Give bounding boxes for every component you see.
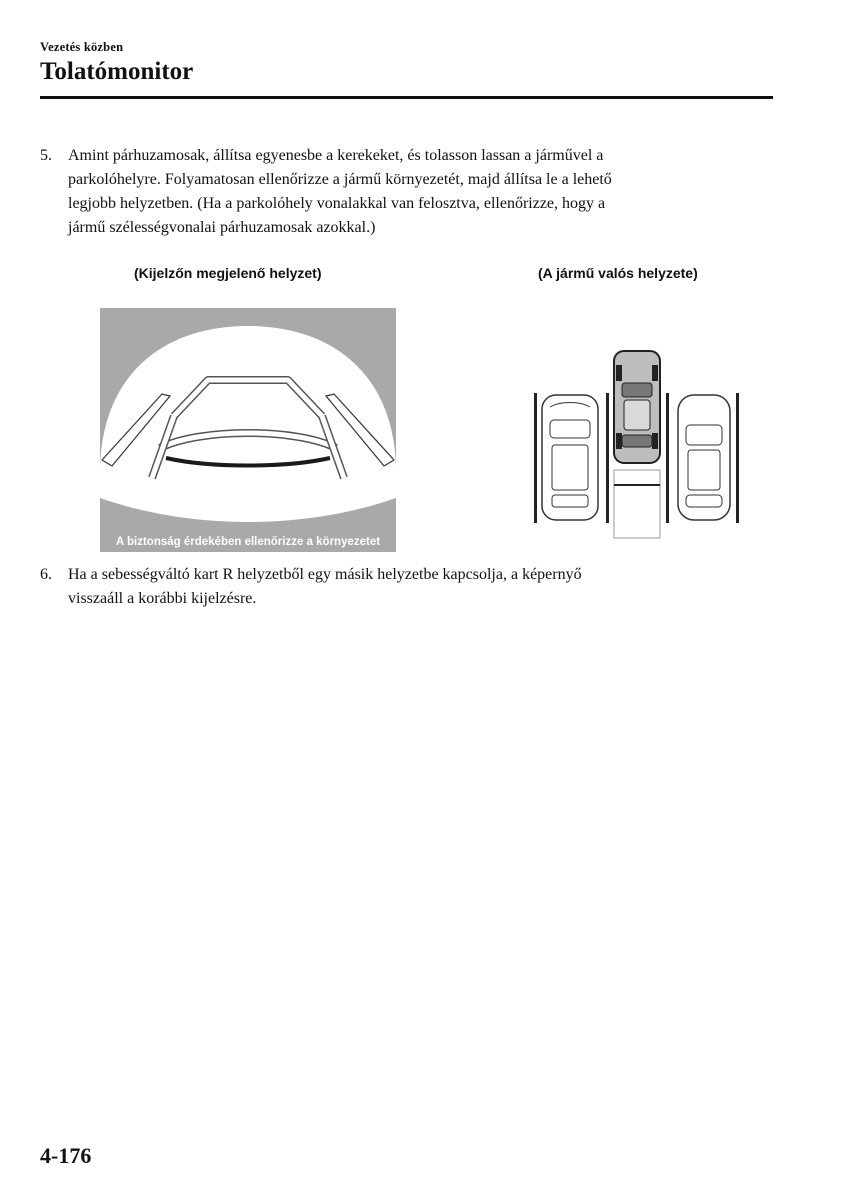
own-vehicle [614, 351, 660, 463]
figure-caption-actual: (A jármű valós helyzete) [538, 265, 698, 281]
parked-car-right [678, 395, 730, 520]
parking-scene-graphic [530, 345, 745, 540]
page-title: Tolatómonitor [40, 58, 194, 85]
step-text-line: Amint párhuzamosak, állítsa egyenesbe a kerekeket, és tolasson lassan a járművel a [68, 147, 604, 164]
step-text [68, 563, 748, 611]
step-text [68, 144, 748, 240]
step-text-line: parkolóhelyre. Folyamatosan ellenőrizze a jármű környezetét, majd állítsa le a lehető [68, 171, 612, 188]
step-text-line: jármű szélességvonalai párhuzamosak azokkal.) [68, 219, 376, 236]
screen-warning-text: A biztonság érdekében ellenőrizze a környezetet [115, 536, 381, 548]
step-number: 6. [40, 566, 52, 583]
section-label: Vezetés közben [40, 40, 124, 54]
step-number: 5. [40, 147, 52, 164]
figure-caption-display: (Kijelzőn megjelenő helyzet) [134, 265, 322, 281]
parked-car-left [542, 395, 598, 520]
step-text-line: visszaáll a korábbi kijelzésre. [68, 590, 257, 607]
step-text-line: legjobb helyzetben. (Ha a parkolóhely vonalakkal van felosztva, ellenőrizze, hogy a [68, 195, 606, 212]
rear-camera-screen-illustration [100, 308, 396, 552]
page-number: 4-176 [40, 1143, 92, 1168]
actual-position-illustration [530, 345, 745, 540]
camera-view-graphic [100, 308, 396, 552]
step-text-line: Ha a sebességváltó kart R helyzetből egy másik helyzetbe kapcsolja, a képernyő [68, 566, 582, 583]
title-divider [40, 96, 773, 99]
